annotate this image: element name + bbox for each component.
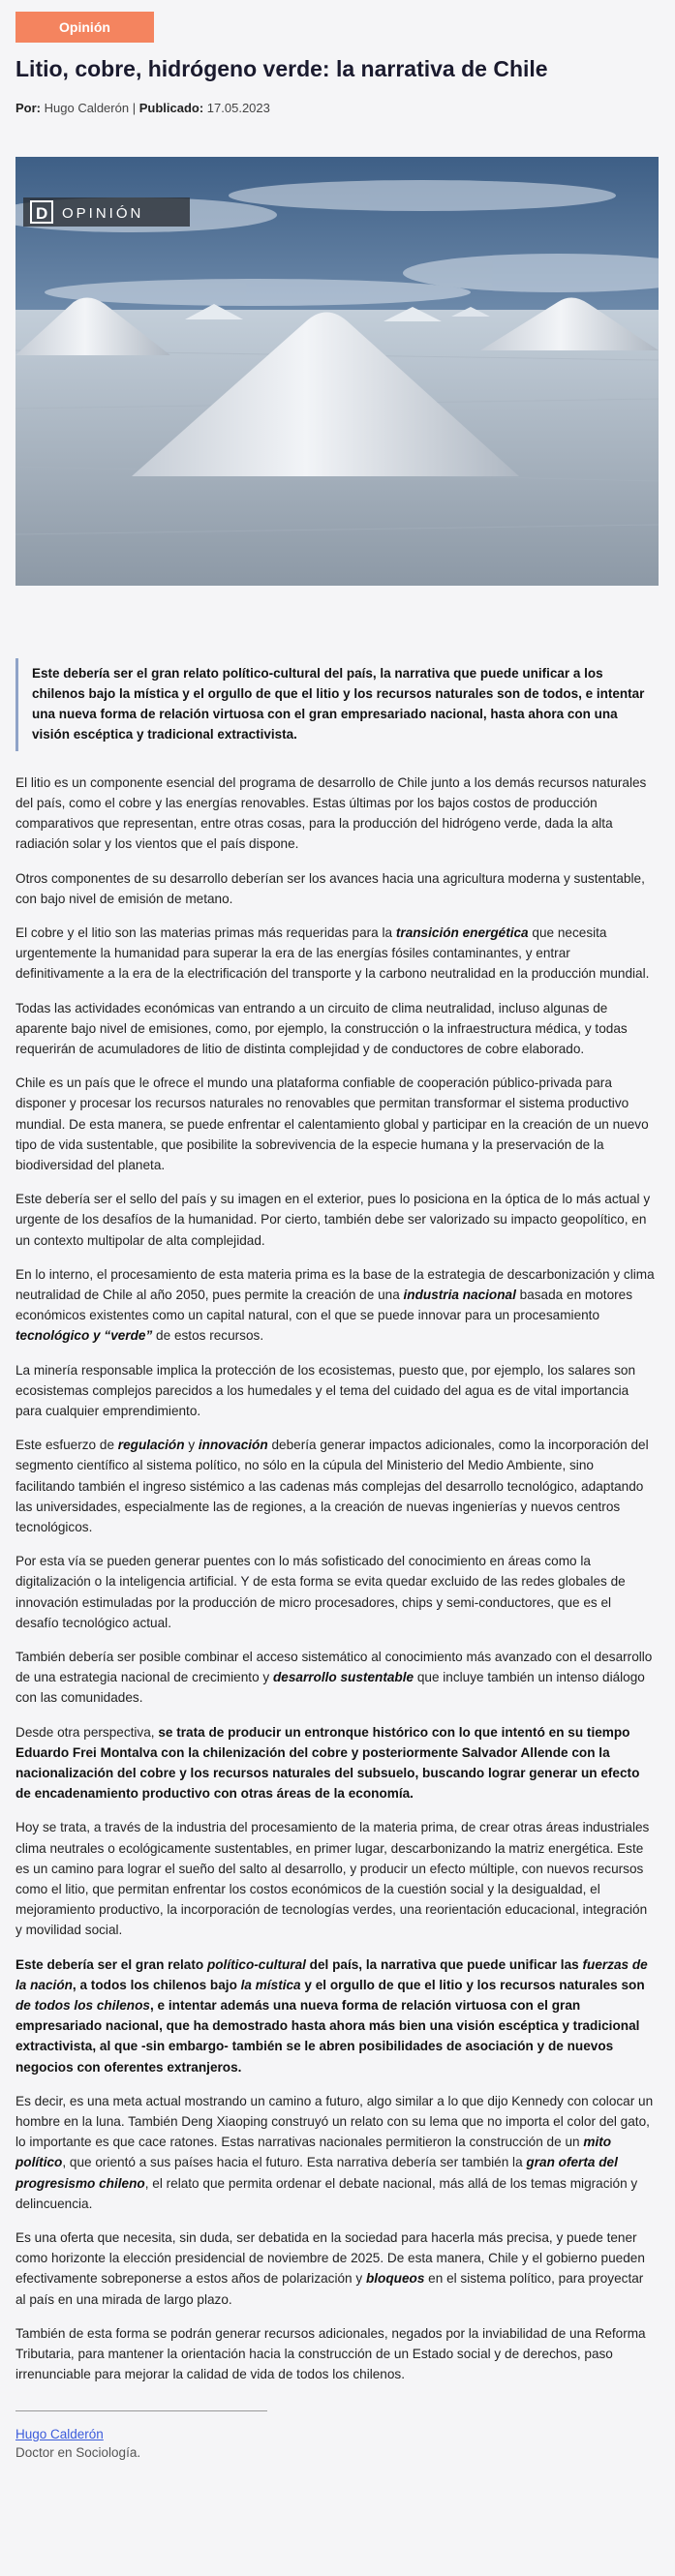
paragraph-text: en el sistema político, para proyectar al país en una mirada de largo plazo.: [15, 2271, 644, 2307]
emphasis-text: industria nacional: [403, 1287, 516, 1302]
emphasis-text: del país, la narrativa que puede unificar las: [305, 1956, 583, 1972]
article-paragraph: [15, 2227, 655, 2310]
article-lead: Este debería ser el gran relato político-cultural del país, la narrativa que puede unificar a los chilenos bajo la mística y el orgullo de que el litio y los recursos naturales son de todos, e intentar una nueva forma de relación virtuosa con el gran empresariado nacional, hasta ahora con una visión escéptica y tradicional extractivista.: [15, 658, 655, 751]
hero-image: [15, 157, 659, 586]
article-paragraph: [15, 923, 655, 985]
paragraph-text: El cobre y el litio son las materias primas más requeridas para la: [15, 924, 396, 940]
paragraph-text: basada en motores económicos existentes como un capital natural, con el que se puede innovar para un procesamiento: [15, 1287, 633, 1323]
article-paragraph: [15, 1360, 655, 1422]
article-meta: [15, 101, 270, 115]
emphasis-text: de todos los chilenos: [15, 1998, 150, 2014]
signature-divider: [15, 2410, 267, 2411]
emphasis-text: desarrollo sustentable: [273, 1670, 414, 1685]
article-paragraph: [15, 2091, 655, 2214]
emphasis-text: gran oferta del progresismo chileno: [15, 2155, 618, 2191]
emphasis-text: , e intentar además una nueva forma de relación virtuosa con el gran empresariado nacional, que ha demostrado hasta ahora más bien una visión escéptica y tradicional extractivista, al que -sin embargo- también se le abren posibilidades de asociación y de nuevos negocios con oferentes extranjeros.: [15, 1998, 640, 2075]
emphasis-text: transición energética: [395, 924, 529, 940]
paragraph-text: de estos recursos.: [152, 1328, 264, 1344]
paragraph-text: El litio es un componente esencial del programa de desarrollo de Chile junto a los demás recursos naturales del país, como el cobre y las energías renovables. Estas últimas por los bajos costos de producción comparativos que representan, entre otras cosas, para la producción del hidrógeno verde, dada la alta radiación solar y los vientos que el país dispone.: [15, 774, 647, 852]
paragraph-text: Desde otra perspectiva,: [15, 1724, 159, 1740]
article-paragraph: [15, 1817, 655, 1940]
emphasis-text: Este debería ser el gran relato: [15, 1956, 207, 1972]
paragraph-text: Es una oferta que necesita, sin duda, ser debatida en la sociedad para hacerla más precisa, y puede tener como horizonte la elección presidencial de noviembre de 2025. De esta manera, Chile y el gobierno pueden efectivamente sobreponerse a estos años de polarización y: [15, 2230, 645, 2287]
paragraph-text: que incluye también un intenso diálogo con las comunidades.: [15, 1670, 645, 1706]
article-paragraph: [15, 1435, 655, 1537]
paragraph-text: debería generar impactos adicionales, como la incorporación del segmento científico al sistema político, no sólo en la cúpula del Ministerio del Medio Ambiente, sino facilitando también el ingreso sistémico a las cadenas más complejas del desarrollo tecnológico, adaptando las universidades, especialmente las de regiones, a la creación de nuevas ingenierías y nuevos centros tecnológicos.: [15, 1438, 649, 1534]
paragraph-text: Chile es un país que le ofrece el mundo una plataforma confiable de cooperación público-privada para disponer y procesar los recursos naturales no renovables que permitan transformar el sistema productivo mundial. De esta manera, se puede enfrentar el calentamiento global y participar en la creación de un nuevo tipo de vida sustentable, que posibilite la sobrevivencia de la especie humana y la preservación de la biodiversidad del planeta.: [15, 1076, 649, 1172]
meta-author: Hugo Calderón: [44, 101, 130, 115]
paragraph-text: La minería responsable implica la protección de los ecosistemas, puesto que, por ejemplo, los salares son ecosistemas complejos parecidos a los humedales y el tema del cuidado del agua es de vital importancia para cualquier emprendimiento.: [15, 1362, 636, 1418]
emphasis-text: político-cultural: [206, 1956, 306, 1972]
emphasis-text: fuerzas de la nación: [15, 1956, 648, 1992]
paragraph-text: , el relato que permita ordenar el debate nacional, más allá de los temas migración y delincuencia.: [15, 2175, 638, 2211]
article-paragraphs: [15, 773, 655, 2385]
meta-separator: |: [132, 101, 137, 115]
emphasis-text: tecnológico y “verde”: [15, 1328, 153, 1344]
article-paragraph: [15, 1722, 655, 1804]
author-label: Por:: [15, 101, 41, 115]
paragraph-text: También de esta forma se podrán generar recursos adicionales, negados por la inviabilidad de una Reforma Tributaria, para mantener la orientación hacia la construcción de un Estado social y de derechos, paso irrenunciable para mejorar la calidad de vida de todos los chilenos.: [15, 2325, 646, 2382]
paragraph-text: Este debería ser el sello del país y su imagen en el exterior, pues lo posiciona en la óptica de lo más actual y urgente de los desafíos de la humanidad. Por cierto, también debe ser valorizado su impacto geopolítico, en un contexto multipolar de alta complejidad.: [15, 1192, 651, 1248]
emphasis-text: regulación: [117, 1438, 185, 1453]
article-paragraph: [15, 998, 655, 1060]
paragraph-text: Otros componentes de su desarrollo deberían ser los avances hacia una agricultura moderna y sustentable, con bajo nivel de emisión de metano.: [15, 870, 645, 906]
article-title: Litio, cobre, hidrógeno verde: la narrativa de Chile: [15, 56, 548, 81]
paragraph-text: Todas las actividades económicas van entrando a un circuito de clima neutralidad, incluso algunas de aparente bajo nivel de emisiones, como, por ejemplo, la construcción o la infraestructura médica, y todas requerirán de acumuladores de litio de distinta complejidad y de conductores de cobre elaborado.: [15, 1000, 628, 1056]
hero-logo-letter: D: [36, 204, 48, 223]
opinion-badge[interactable]: Opinión: [15, 12, 154, 43]
emphasis-text: y el orgullo de que el litio y los recursos naturales son: [300, 1977, 645, 1992]
meta-date: 17.05.2023: [206, 101, 270, 115]
emphasis-text: innovación: [198, 1438, 268, 1453]
emphasis-text: mito político: [15, 2135, 612, 2170]
article-paragraph: [15, 773, 655, 855]
emphasis-text: , a todos los chilenos bajo: [72, 1977, 241, 1992]
signature-author-link[interactable]: Hugo Calderón: [15, 2426, 104, 2441]
article-paragraph: [15, 1551, 655, 1633]
article-paragraph: [15, 2323, 655, 2385]
signature-role: Doctor en Sociología.: [15, 2444, 141, 2460]
paragraph-text: También debería ser posible combinar el acceso sistemático al conocimiento más avanzado con el desarrollo de una estrategia nacional de crecimiento y: [15, 1650, 653, 1685]
article-paragraph: [15, 1647, 655, 1709]
article-body: [15, 658, 655, 2460]
article-paragraph: [15, 1073, 655, 1175]
paragraph-text: Por esta vía se pueden generar puentes con lo más sofisticado del conocimiento en áreas como la digitalización o la inteligencia artificial. Y de esta forma se evita quedar excluido de las redes globales de innovación estimuladas por la producción de micro procesadores, chips y semi-conductores, que es el desafío tecnológico actual.: [15, 1554, 626, 1630]
paragraph-text: que necesita urgentemente la humanidad para superar la era de las energías fósiles contaminantes, y entrar definitivamente a la era de la electrificación del transporte y la carbono neutralidad en la producción mundial.: [15, 924, 650, 982]
paragraph-text: Este esfuerzo de: [15, 1438, 118, 1453]
article-paragraph: [15, 1189, 655, 1251]
emphasis-text: la mística: [240, 1977, 301, 1992]
paragraph-text: En lo interno, el procesamiento de esta materia prima es la base de la estrategia de descarbonización y clima neutralidad de Chile al año 2050, pues permite la creación de una: [15, 1266, 655, 1302]
published-label: Publicado:: [138, 101, 204, 115]
emphasis-text: se trata de producir un entronque histórico con lo que intentó en su tiempo Eduardo Frei Montalva con la chilenización del cobre y posteriormente Salvador Allende con la nacionalización del cobre y los recursos naturales del subsuelo, buscando lograr generar un efecto de encadenamiento productivo con otras áreas de la economía.: [15, 1724, 640, 1802]
paragraph-text: y: [184, 1438, 199, 1453]
emphasis-text: bloqueos: [365, 2271, 425, 2287]
article-paragraph: [15, 868, 655, 909]
article-paragraph: [15, 1264, 655, 1347]
paragraph-text: Es decir, es una meta actual mostrando un camino a futuro, algo similar a lo que dijo Kennedy con colocar un hombre en la luna. También Deng Xiaoping construyó un relato con su lema que no importa el color del gato, lo importante es que cace ratones. Estas narrativas nacionales permitieron la construcción de un: [15, 2093, 654, 2150]
paragraph-text: , que orientó a sus países hacia el futuro. Esta narrativa debería ser también la: [62, 2155, 527, 2170]
paragraph-text: Hoy se trata, a través de la industria del procesamiento de la materia prima, de crear otras áreas industriales clima neutrales o ecológicamente sustentables, en primer lugar, descarbonizando la matriz energética. Este es un camino para lograr el sueño del salto al desarrollo, y producir un efecto múltiple, con nuevos recursos como el litio, que permitan enfrentar los costos económicos de la cuestión social y la desigualdad, el mejoramiento productivo, la incorporación de tecnologías verdes, una reorientación educacional, integración y movilidad social.: [15, 1820, 650, 1938]
hero-logo-text: OPINIÓN: [62, 205, 144, 222]
article-paragraph: [15, 1955, 655, 2077]
